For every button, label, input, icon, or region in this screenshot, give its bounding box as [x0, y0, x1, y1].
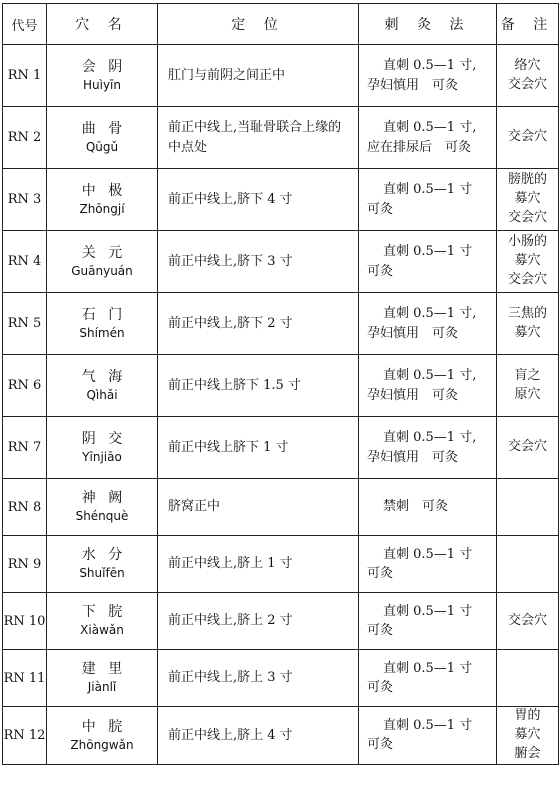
acupoint-name-zh: 关元 — [81, 244, 135, 261]
table-row — [3, 536, 559, 593]
acupoint-note-line: 小肠的 — [507, 234, 547, 250]
acupoint-location: 前正中线上,脐上 2 寸 — [158, 593, 359, 650]
acupoint-method-line1: 直刺 0.5—1 寸, — [383, 306, 477, 321]
acupoint-note-cell — [497, 355, 559, 417]
acupoint-method-line1: 直刺 0.5—1 寸, — [383, 368, 477, 383]
acupoint-location: 前正中线上,当耻骨联合上缘的中点处 — [158, 107, 359, 169]
acupoint-code: RN 3 — [3, 169, 47, 231]
acupoint-name-pinyin: Shénquè — [75, 509, 129, 524]
table-row — [3, 293, 559, 355]
acupoint-note-line: 募穴 — [514, 726, 541, 742]
acupoint-note-line: 交会穴 — [507, 76, 547, 92]
acupoint-code: RN 4 — [3, 231, 47, 293]
header-method: 刺 灸 法 — [359, 4, 497, 45]
header-code: 代号 — [3, 4, 47, 45]
acupoint-note-line: 交会穴 — [507, 271, 547, 287]
acupoint-location: 脐窝正中 — [158, 479, 359, 536]
acupoint-name-cell — [47, 293, 158, 355]
acupoint-name-zh: 神阙 — [81, 490, 135, 507]
acupoint-method-line1: 直刺 0.5—1 寸, — [383, 120, 477, 135]
acupoint-method-cell — [359, 479, 497, 536]
acupoint-table — [2, 3, 559, 765]
acupoint-method-cell — [359, 417, 497, 479]
acupoint-note-cell — [497, 707, 559, 765]
acupoint-name-pinyin: Shímén — [79, 325, 125, 340]
acupoint-name-pinyin: Xiàwǎn — [80, 623, 124, 638]
acupoint-name-cell — [47, 650, 158, 707]
acupoint-method-line1: 直刺 0.5—1 寸, — [383, 58, 477, 73]
acupoint-name-pinyin: Qìhǎi — [86, 387, 118, 402]
acupoint-method-line2: 孕妇慎用 可灸 — [367, 325, 459, 341]
header-note: 备 注 — [497, 4, 559, 45]
acupoint-name-cell — [47, 169, 158, 231]
acupoint-name-cell — [47, 479, 158, 536]
acupoint-name-pinyin: Guānyuán — [71, 263, 133, 278]
acupoint-method-line1: 直刺 0.5—1 寸 — [383, 546, 473, 562]
acupoint-code: RN 12 — [3, 707, 47, 765]
acupoint-name-zh: 水分 — [81, 547, 135, 564]
acupoint-name-pinyin: Yīnjiāo — [82, 449, 122, 464]
acupoint-method-cell — [359, 355, 497, 417]
acupoint-method-line1: 直刺 0.5—1 寸 — [383, 603, 473, 619]
header-location: 定 位 — [158, 4, 359, 45]
acupoint-location: 肛门与前阴之间正中 — [158, 45, 359, 107]
acupoint-method-line2: 可灸 — [367, 263, 394, 279]
acupoint-name-zh: 建里 — [81, 661, 135, 678]
acupoint-method-line2: 可灸 — [367, 201, 394, 217]
acupoint-code: RN 8 — [3, 479, 47, 536]
acupoint-note-line: 络穴 — [514, 57, 541, 73]
table-row — [3, 45, 559, 107]
acupoint-note-line: 募穴 — [514, 253, 541, 269]
acupoint-name-pinyin: Zhōngwǎn — [70, 737, 134, 752]
acupoint-note-line: 交会穴 — [507, 439, 547, 455]
acupoint-name-pinyin: Zhōngjí — [79, 201, 125, 216]
acupoint-method-line1: 直刺 0.5—1 寸, — [383, 430, 477, 445]
acupoint-code: RN 7 — [3, 417, 47, 479]
acupoint-name-cell — [47, 231, 158, 293]
acupoint-method-cell — [359, 45, 497, 107]
table-row — [3, 231, 559, 293]
acupoint-location: 前正中线上,脐下 2 寸 — [158, 293, 359, 355]
acupoint-method-line2: 应在排尿后 可灸 — [367, 139, 472, 155]
acupoint-note-cell — [497, 417, 559, 479]
acupoint-method-line2: 孕妇慎用 可灸 — [367, 449, 459, 465]
acupoint-name-pinyin: Jiànlǐ — [87, 680, 117, 695]
acupoint-name-zh: 中极 — [81, 182, 135, 199]
acupoint-name-cell — [47, 536, 158, 593]
acupoint-location: 前正中线上,脐上 3 寸 — [158, 650, 359, 707]
table-row — [3, 355, 559, 417]
acupoint-code: RN 9 — [3, 536, 47, 593]
acupoint-note-line: 募穴 — [514, 324, 541, 340]
acupoint-method-line1: 直刺 0.5—1 寸 — [383, 660, 473, 676]
acupoint-note-cell — [497, 536, 559, 593]
acupoint-note-line: 腑会 — [514, 745, 541, 761]
acupoint-method-cell — [359, 650, 497, 707]
acupoint-note-line: 原穴 — [514, 386, 541, 402]
acupoint-note-cell — [497, 169, 559, 231]
acupoint-method-line1: 禁刺 可灸 — [383, 499, 449, 515]
acupoint-code: RN 10 — [3, 593, 47, 650]
acupoint-method-cell — [359, 707, 497, 765]
acupoint-note-cell — [497, 45, 559, 107]
acupoint-name-zh: 会阴 — [81, 58, 135, 75]
acupoint-location: 前正中线上,脐上 4 寸 — [158, 707, 359, 765]
acupoint-note-cell — [497, 593, 559, 650]
acupoint-location: 前正中线上脐下 1.5 寸 — [158, 355, 359, 417]
acupoint-name-pinyin: Shuǐfēn — [79, 566, 125, 581]
acupoint-note-line: 交会穴 — [507, 612, 547, 628]
acupoint-code: RN 11 — [3, 650, 47, 707]
acupoint-method-cell — [359, 536, 497, 593]
acupoint-code: RN 1 — [3, 45, 47, 107]
acupoint-name-cell — [47, 107, 158, 169]
table-row — [3, 650, 559, 707]
acupoint-name-pinyin: Qūgǔ — [85, 139, 119, 154]
acupoint-method-line2: 可灸 — [367, 737, 394, 753]
acupoint-name-cell — [47, 707, 158, 765]
table-row — [3, 107, 559, 169]
acupoint-method-cell — [359, 293, 497, 355]
acupoint-name-zh: 阴交 — [81, 430, 135, 447]
acupoint-note-line: 肓之 — [514, 367, 541, 383]
acupoint-method-cell — [359, 169, 497, 231]
acupoint-note-cell — [497, 107, 559, 169]
acupoint-method-cell — [359, 107, 497, 169]
table-body — [3, 45, 559, 765]
acupoint-name-cell — [47, 355, 158, 417]
acupoint-method-line1: 直刺 0.5—1 寸 — [383, 182, 473, 197]
acupoint-name-cell — [47, 45, 158, 107]
acupoint-location: 前正中线上,脐上 1 寸 — [158, 536, 359, 593]
acupoint-name-zh: 下脘 — [81, 604, 135, 621]
acupoint-note-cell — [497, 650, 559, 707]
table-row — [3, 593, 559, 650]
acupoint-code: RN 2 — [3, 107, 47, 169]
acupoint-note-line: 膀胱的 — [507, 172, 547, 188]
header-row — [3, 4, 559, 45]
acupoint-method-line2: 可灸 — [367, 680, 394, 695]
acupoint-note-line: 募穴 — [514, 191, 541, 207]
header-name: 穴 名 — [47, 4, 158, 45]
table-row — [3, 479, 559, 536]
acupoint-location: 前正中线上脐下 1 寸 — [158, 417, 359, 479]
acupoint-method-line1: 直刺 0.5—1 寸 — [383, 244, 473, 259]
acupoint-note-cell — [497, 479, 559, 536]
acupoint-method-line1: 直刺 0.5—1 寸 — [383, 717, 473, 733]
acupoint-name-zh: 曲骨 — [81, 120, 135, 137]
acupoint-method-line2: 可灸 — [367, 566, 394, 581]
table-row — [3, 417, 559, 479]
acupoint-method-line2: 孕妇慎用 可灸 — [367, 77, 459, 93]
acupoint-note-line: 交会穴 — [507, 209, 547, 225]
acupoint-location: 前正中线上,脐下 3 寸 — [158, 231, 359, 293]
acupoint-code: RN 5 — [3, 293, 47, 355]
acupoint-note-cell — [497, 231, 559, 293]
acupoint-name-cell — [47, 593, 158, 650]
acupoint-name-zh: 气海 — [81, 368, 135, 385]
acupoint-code: RN 6 — [3, 355, 47, 417]
acupoint-name-pinyin: Huìyīn — [82, 77, 121, 92]
acupoint-location: 前正中线上,脐下 4 寸 — [158, 169, 359, 231]
acupoint-method-line2: 可灸 — [367, 623, 394, 638]
acupoint-note-line: 交会穴 — [507, 129, 547, 145]
acupoint-method-cell — [359, 593, 497, 650]
acupoint-method-cell — [359, 231, 497, 293]
acupoint-note-line: 胃的 — [514, 708, 541, 723]
acupoint-name-cell — [47, 417, 158, 479]
acupoint-name-zh: 石门 — [81, 306, 135, 323]
table-row — [3, 169, 559, 231]
acupoint-name-zh: 中脘 — [81, 718, 135, 735]
acupoint-method-line2: 孕妇慎用 可灸 — [367, 387, 459, 403]
acupoint-note-line: 三焦的 — [507, 305, 547, 321]
table-row — [3, 707, 559, 765]
acupoint-note-cell — [497, 293, 559, 355]
